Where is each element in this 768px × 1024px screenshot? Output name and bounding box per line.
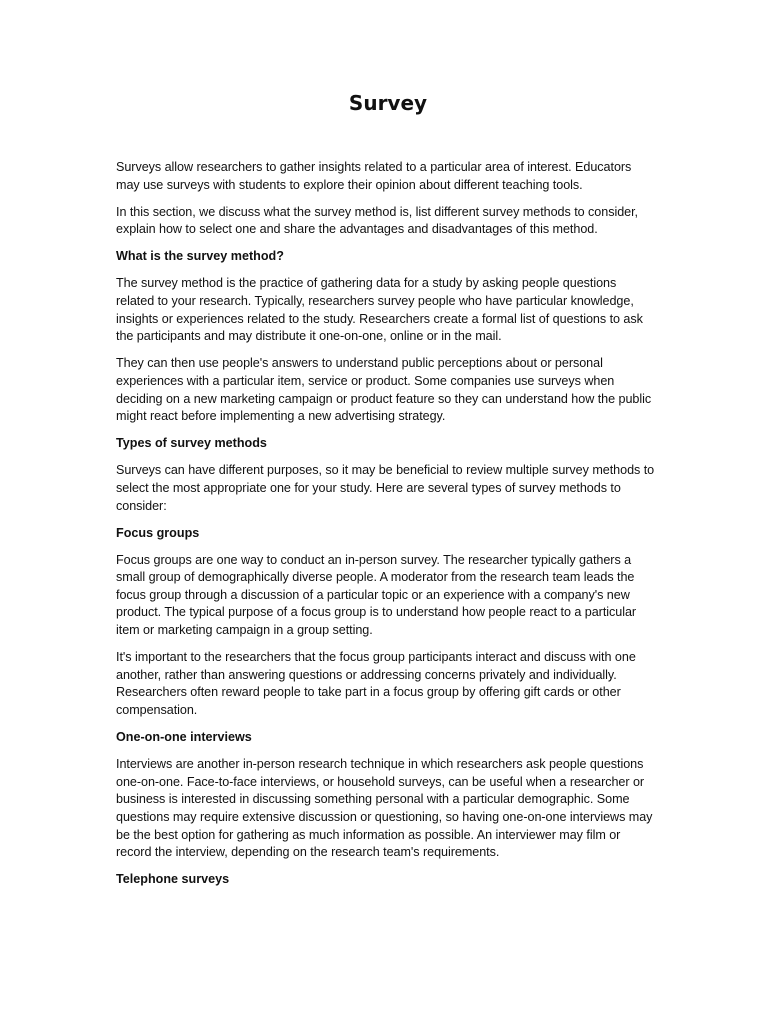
section-heading: Telephone surveys — [116, 872, 230, 887]
paragraph: Surveys can have different purposes, so it may be beneficial to review multiple survey methods to select the most appropriate one for your study. Here are several types of survey methods to consider: — [116, 463, 655, 513]
section-heading: Focus groups — [116, 525, 200, 540]
document-page — [116, 90, 656, 898]
paragraph: The survey method is the practice of gathering data for a study by asking people questions related to your research. Typically, researchers survey people who have particular knowledge, insights or experiences related to the study. Researchers create a formal list of questions to ask the participants and may distribute it one-on-one, online or in the mail. — [116, 276, 643, 344]
section-heading: One-on-one interviews — [116, 730, 252, 745]
paragraph: Interviews are another in-person research technique in which researchers ask people questions one-on-one. Face-to-face interviews, or household surveys, can be useful when a researcher or business is interested in discussing something personal with a particular demographic. Some questions may require extensive discussion or questioning, so having one-on-one interviews may be the best option for gathering as much information as possible. An interviewer may film or record the interview, depending on the research team's requirements. — [116, 757, 653, 860]
paragraph: In this section, we discuss what the survey method is, list different survey methods to consider, explain how to select one and share the advantages and disadvantages of this method. — [116, 204, 639, 237]
paragraph: Surveys allow researchers to gather insights related to a particular area of interest. Educators may use surveys with students to explore their opinion about different teaching tools. — [116, 160, 632, 192]
paragraph: They can then use people's answers to understand public perceptions about or personal experiences with a particular item, service or product. Some companies use surveys when deciding on a new marketing campaign or product feature so they can understand how the public might react before implementing a new advertising strategy. — [116, 356, 652, 424]
document-title: Survey — [348, 91, 428, 115]
paragraph: It's important to the researchers that the focus group participants interact and discuss with one another, rather than answering questions or addressing concerns privately and individually. Researchers often reward people to take part in a focus group by offering gift cards or other compensation. — [116, 650, 636, 717]
section-heading: Types of survey methods — [116, 436, 267, 451]
paragraph: Focus groups are one way to conduct an in-person survey. The researcher typically gathers a small group of demographically diverse people. A moderator from the research team leads the focus group through a discussion of a particular topic or an experience with a company's new product. The typical purpose of a focus group is to understand how people react to a particular item or marketing campaign in a group setting. — [116, 552, 637, 638]
section-heading: What is the survey method? — [116, 249, 284, 264]
